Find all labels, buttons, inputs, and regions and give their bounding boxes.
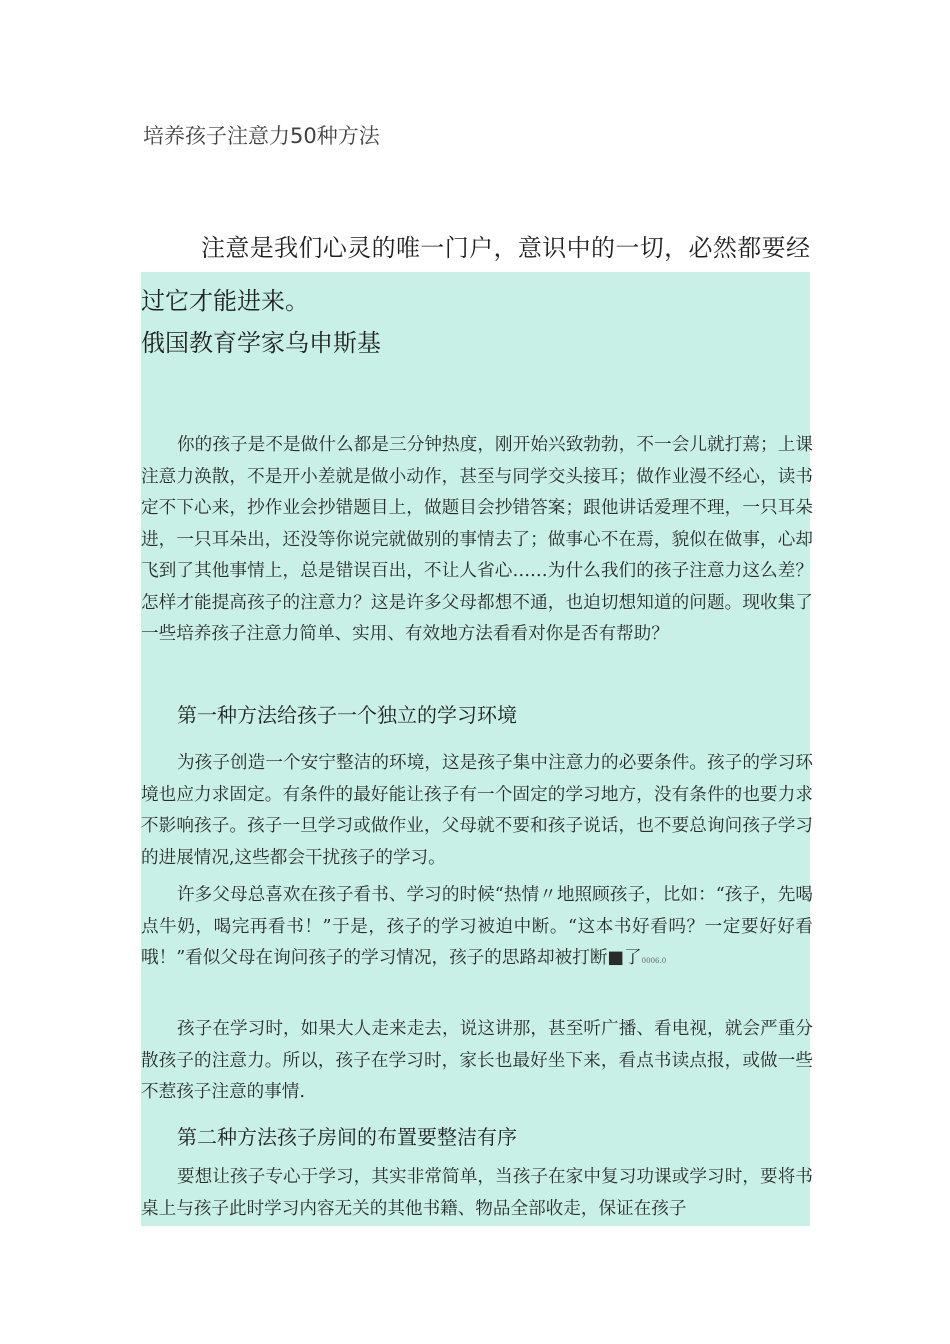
- method-1-paragraph-2-text: 许多父母总喜欢在孩子看书、学习的时候“热情〃地照顾孩子，比如：“孩子，先喝点牛奶，喝完再看书！”于是，孩子的学习被迫中断。“这本书好看吗？一定要好好看哦！”看似父母在询问孩子的学习情况，孩子的思路却被打断■了: [141, 885, 813, 968]
- method-1-paragraph-1: 为孩子创造一个安宁整洁的环境，这是孩子集中注意力的必要条件。孩子的学习环境也应力求固定。有条件的最好能让孩子有一个固定的学习地方，没有条件的也要力求不影响孩子。孩子一旦学习或做作业，父母就不要和孩子说话，也不要总询问孩子学习的进展情况,这些都会干扰孩子的学习。: [141, 753, 813, 868]
- document-title: 培养孩子注意力50种方法: [143, 124, 380, 148]
- method-2-paragraph-1: 要想让孩子专心于学习，其实非常简单，当孩子在家中复习功课或学习时，要将书桌上与孩子此时学习内容无关的其他书籍、物品全部收走，保证在孩子: [141, 1167, 813, 1219]
- quote-attribution: 俄国教育学家乌申斯基: [141, 329, 381, 357]
- method-1-paragraph-2-tail: 0006.0: [641, 957, 667, 965]
- method-1-paragraph-2: [141, 880, 813, 978]
- opening-quote: 注意是我们心灵的唯一门户，意识中的一切，必然都要经过它才能进来。: [141, 234, 810, 315]
- method-1-heading: 第一种方法给孩子一个独立的学习环境: [177, 703, 517, 727]
- method-2-heading: 第二种方法孩子房间的布置要整洁有序: [177, 1125, 517, 1149]
- method-1-paragraph-3: 孩子在学习时，如果大人走来走去，说这讲那，甚至听广播、看电视，就会严重分散孩子的注意力。所以，孩子在学习时，家长也最好坐下来，看点书读点报，或做一些不惹孩子注意的事情.: [141, 1019, 813, 1102]
- intro-paragraph: 你的孩子是不是做什么都是三分钟热度，刚开始兴致勃勃，不一会儿就打蔫；上课注意力涣散，不是开小差就是做小动作，甚至与同学交头接耳；做作业漫不经心，读书定不下心来，抄作业会抄错题目上，做题目会抄错答案；跟他讲话爱理不理，一只耳朵进，一只耳朵出，还没等你说完就做别的事情去了；做事心不在焉，貌似在做事，心却飞到了其他事情上，总是错误百出，不让人省心……为什么我们的孩子注意力这么差？怎样才能提高孩子的注意力？这是许多父母都想不通，也迫切想知道的问题。现收集了一些培养孩子注意力简单、实用、有效地方法看看对你是否有帮助？: [141, 435, 813, 644]
